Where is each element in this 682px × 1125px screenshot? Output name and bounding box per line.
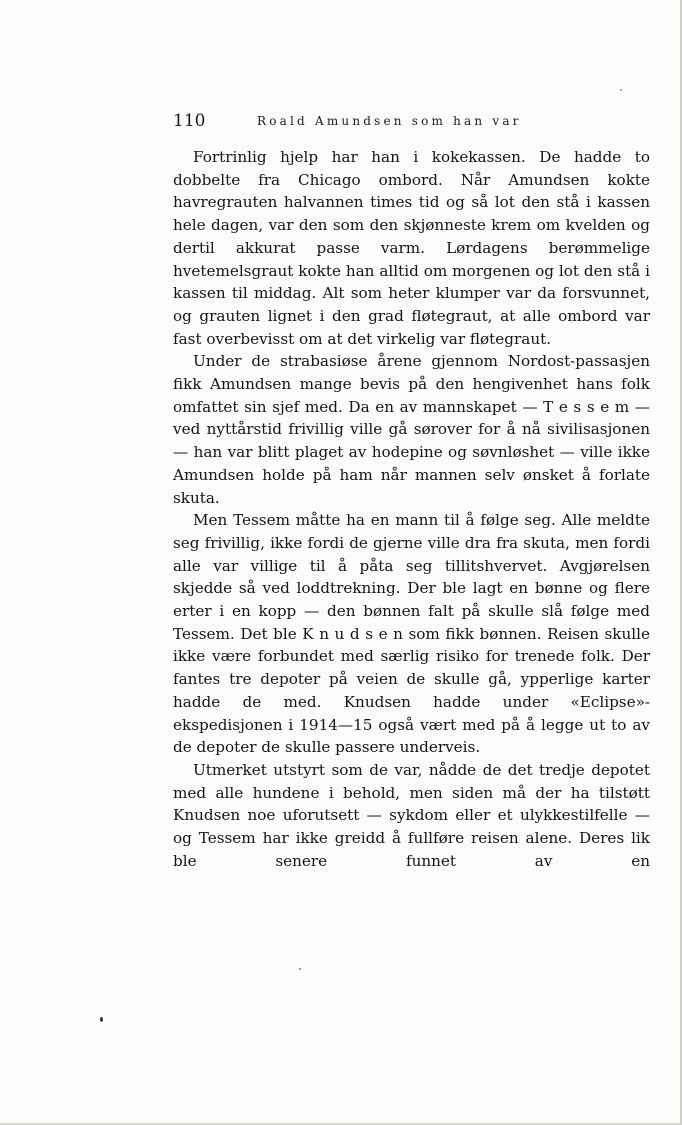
ink-speck	[299, 968, 301, 970]
body-text	[173, 146, 650, 873]
paragraph-3: Men Tessem måtte ha en mann til å følge seg. Alle meldte seg frivillig, ikke fordi de gjerne ville dra fra skuta, men fordi alle var villige til å påta seg tillitshvervet. Avgjørelsen skjedde så ved loddtrekning. Der ble lagt en bønne og flere erter i en kopp — den bønnen falt på skulle slå følge med Tessem. Det ble K n u d s e n som fikk bønnen. Reisen skulle ikke være forbundet med særlig risiko for trenede folk. Der fantes tre depoter på veien de skulle gå, ypperlige karter hadde de med. Knudsen hadde under «Eclipse»-ekspedisjonen i 1914—15 også vært med på å legge ut to av de depoter de skulle passere underveis.	[173, 511, 650, 757]
page-number: 110	[173, 111, 206, 131]
page-header	[173, 109, 653, 133]
paragraph-4: Utmerket utstyrt som de var, nådde de det tredje depotet med alle hundene i behold, men siden må der ha tilstøtt Knudsen noe uforutsett — sykdom eller et ulykkestilfelle — og Tessem har ikke greidd å fullføre reisen alene. Deres lik ble senere funnet av en	[173, 760, 650, 870]
ink-speck	[620, 89, 622, 91]
paragraph-2: Under de strabasiøse årene gjennom Nordost-passasjen fikk Amundsen mange bevis på den hengivenhet hans folk omfattet sin sjef med. Da en av mannskapet — T e s s e m — ved nyttårstid frivillig ville gå sørover for å nå sivilisasjonen — han var blitt plaget av hodepine og søvnløshet — ville ikke Amundsen holde på ham når mannen selv ønsket å forlate skuta.	[173, 352, 650, 507]
ink-speck	[100, 1017, 103, 1022]
running-title: Roald Amundsen som han var	[257, 114, 522, 128]
paragraph-1: Fortrinlig hjelp har han i kokekassen. De hadde to dobbelte fra Chicago ombord. Når Amundsen kokte havregrauten halvannen times tid og så lot den stå i kassen hele dagen, var den som den skjønneste krem om kvelden og dertil akkurat passe varm. Lørdagens berømmelige hvetemelsgraut kokte han alltid om morgenen og lot den stå i kassen til middag. Alt som heter klumper var da forsvunnet, og grauten lignet i den grad fløtegraut, at alle ombord var fast overbevisst om at det virkelig var fløtegraut.	[173, 148, 650, 348]
